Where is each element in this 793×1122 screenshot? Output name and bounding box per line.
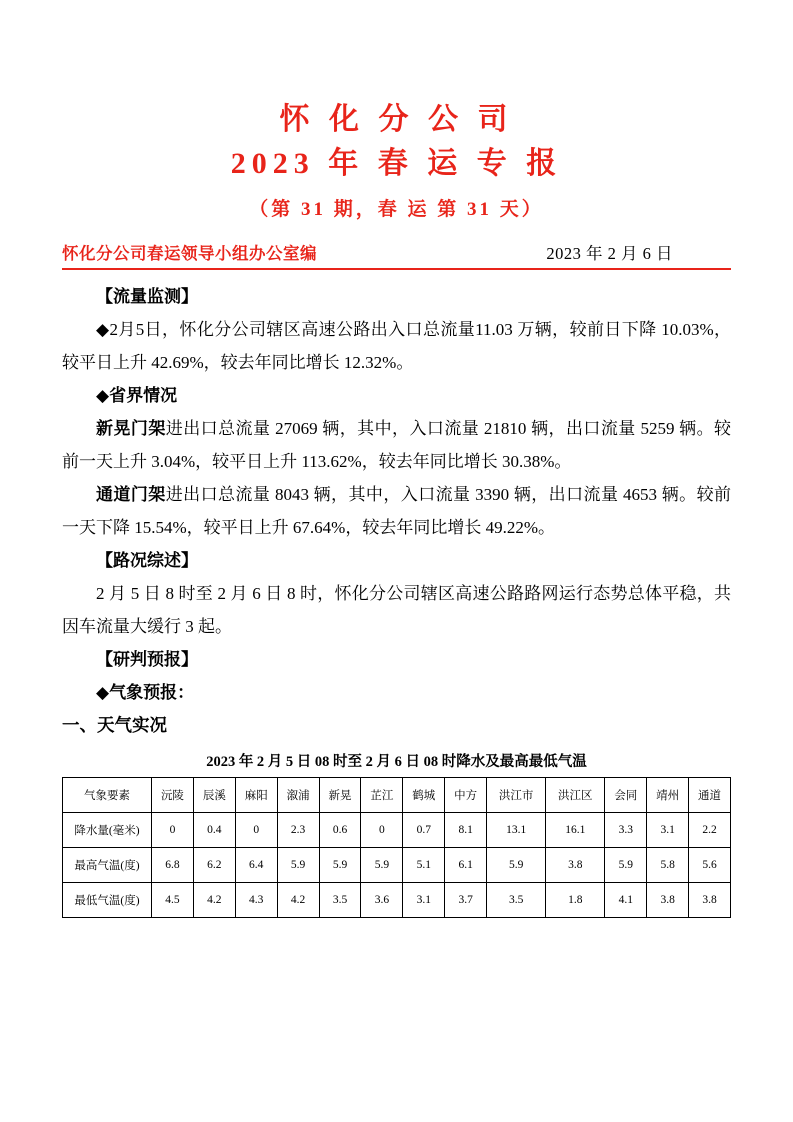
table-cell: 5.9	[605, 848, 647, 883]
table-col-header: 靖州	[647, 778, 689, 813]
byline-date: 2023 年 2 月 6 日	[546, 244, 673, 263]
table-cell: 3.3	[605, 813, 647, 848]
table-cell: 0	[361, 813, 403, 848]
table-cell: 5.9	[277, 848, 319, 883]
table-col-header: 芷江	[361, 778, 403, 813]
table-cell: 2.2	[689, 813, 731, 848]
table-cell: 1.8	[546, 883, 605, 918]
table-row	[63, 848, 731, 883]
table-cell: 0.6	[319, 813, 361, 848]
table-cell: 0	[152, 813, 194, 848]
table-cell: 6.8	[152, 848, 194, 883]
table-cell: 0.4	[193, 813, 235, 848]
label-xinhuang-gantry: 新晃门架	[96, 419, 166, 438]
paragraph-flow: ◆2月5日，怀化分公司辖区高速公路出入口总流量11.03 万辆，较前日下降 10.03%，较平日上升 42.69%，较去年同比增长 12.32%。	[62, 320, 731, 372]
table-cell: 2.3	[277, 813, 319, 848]
table-row	[63, 813, 731, 848]
table-col-header: 会同	[605, 778, 647, 813]
table-col-header: 新晃	[319, 778, 361, 813]
table-header-row	[63, 778, 731, 813]
table-cell: 5.9	[319, 848, 361, 883]
table-cell: 5.9	[361, 848, 403, 883]
table-col-header: 鹤城	[403, 778, 445, 813]
section-heading-flow: 【流量监测】	[96, 287, 198, 306]
table-row-label: 降水量(毫米)	[63, 813, 152, 848]
table-cell: 0	[235, 813, 277, 848]
byline-issuer: 怀化分公司春运领导小组办公室编	[62, 244, 317, 263]
table-cell: 4.3	[235, 883, 277, 918]
table-col-header: 麻阳	[235, 778, 277, 813]
table-cell: 4.1	[605, 883, 647, 918]
table-col-header: 洪江区	[546, 778, 605, 813]
text-tongdao-detail: 进出口总流量 8043 辆，其中，入口流量 3390 辆，出口流量 4653 辆。较前一天下降 15.54%，较平日上升 67.64%，较去年同比增长 49.22%。	[62, 485, 732, 537]
section-heading-weather: ◆气象预报：	[96, 683, 195, 702]
table-col-header: 沅陵	[152, 778, 194, 813]
table-cell: 3.5	[487, 883, 546, 918]
document-title-line1: 怀 化 分 公 司	[279, 103, 514, 136]
table-cell: 3.8	[546, 848, 605, 883]
table-cell: 4.5	[152, 883, 194, 918]
table-col-header: 洪江市	[487, 778, 546, 813]
table-cell: 3.8	[647, 883, 689, 918]
table-cell: 13.1	[487, 813, 546, 848]
label-tongdao-gantry: 通道门架	[96, 485, 166, 504]
table-cell: 3.5	[319, 883, 361, 918]
table-cell: 3.6	[361, 883, 403, 918]
table-col-header: 辰溪	[193, 778, 235, 813]
table-cell: 5.8	[647, 848, 689, 883]
text-xinhuang-detail: 进出口总流量 27069 辆，其中，入口流量 21810 辆，出口流量 5259 辆。较前一天上升 3.04%，较平日上升 113.62%，较去年同比增长 30.38%。	[62, 419, 732, 471]
table-col-header: 气象要素	[63, 778, 152, 813]
section-heading-border: ◆省界情况	[96, 386, 178, 405]
table-cell: 6.2	[193, 848, 235, 883]
table-row	[63, 883, 731, 918]
document-title-line2: 2023 年 春 运 专 报	[230, 147, 563, 180]
section-heading-forecast: 【研判预报】	[96, 650, 198, 669]
table-cell: 3.1	[647, 813, 689, 848]
table-cell: 4.2	[193, 883, 235, 918]
table-cell: 16.1	[546, 813, 605, 848]
title-block	[62, 98, 731, 228]
table-caption: 2023 年 2 月 5 日 08 时至 2 月 6 日 08 时降水及最高最低气温	[206, 754, 587, 770]
paragraph-road: 2 月 5 日 8 时至 2 月 6 日 8 时，怀化分公司辖区高速公路路网运行态势总体平稳，共因车流量大缓行 3 起。	[62, 584, 731, 636]
table-col-header: 通道	[689, 778, 731, 813]
table-cell: 5.6	[689, 848, 731, 883]
table-col-header: 中方	[445, 778, 487, 813]
weather-table	[62, 777, 731, 918]
document-title-subtitle: （第 31 期，春 运 第 31 天）	[249, 199, 544, 220]
table-cell: 4.2	[277, 883, 319, 918]
document-body	[62, 280, 731, 742]
section-heading-weather-actual: 一、天气实况	[62, 715, 167, 735]
table-cell: 0.7	[403, 813, 445, 848]
paragraph-xinhuang	[62, 412, 731, 478]
table-cell: 3.7	[445, 883, 487, 918]
table-cell: 3.1	[403, 883, 445, 918]
table-cell: 5.1	[403, 848, 445, 883]
table-cell: 8.1	[445, 813, 487, 848]
table-row-label: 最高气温(度)	[63, 848, 152, 883]
paragraph-tongdao	[62, 478, 731, 544]
table-cell: 3.8	[689, 883, 731, 918]
table-row-label: 最低气温(度)	[63, 883, 152, 918]
table-cell: 6.1	[445, 848, 487, 883]
table-cell: 5.9	[487, 848, 546, 883]
section-heading-road: 【路况综述】	[96, 551, 198, 570]
table-col-header: 溆浦	[277, 778, 319, 813]
byline-row	[62, 240, 731, 270]
table-cell: 6.4	[235, 848, 277, 883]
